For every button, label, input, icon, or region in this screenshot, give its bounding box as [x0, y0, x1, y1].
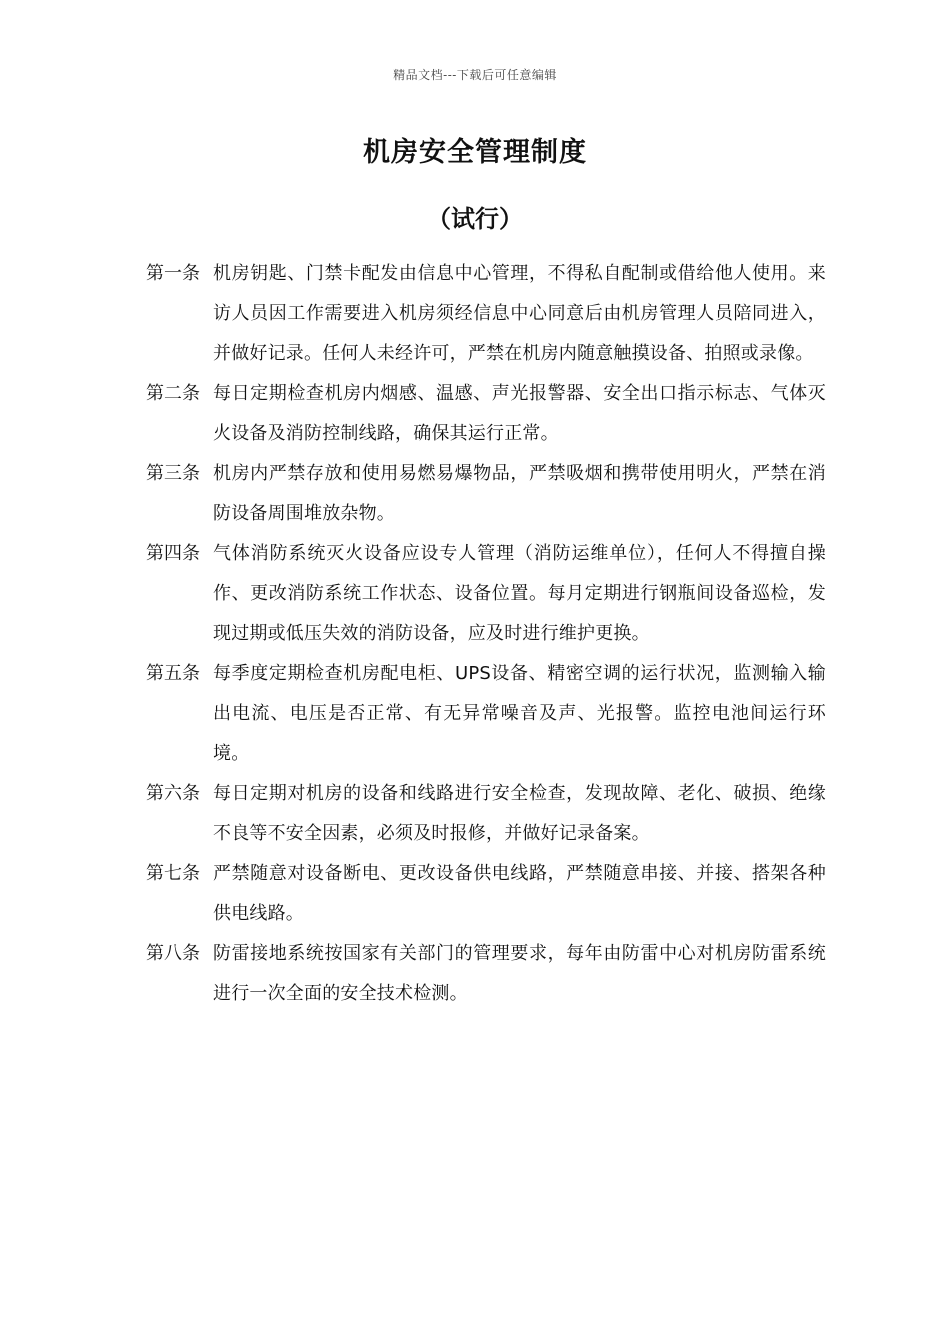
article-number: 第四条 [146, 543, 200, 564]
document-title: 机房安全管理制度 [363, 137, 587, 168]
article-text: 机房内严禁存放和使用易燃易爆物品，严禁吸烟和携带使用明火，严禁在消防设备周围堆放杂物。 [213, 463, 826, 524]
article-text: 每日定期检查机房内烟感、温感、声光报警器、安全出口指示标志、气体灭火设备及消防控制线路，确保其运行正常。 [213, 383, 826, 444]
article-text: 机房钥匙、门禁卡配发由信息中心管理，不得私自配制或借给他人使用。来访人员因工作需要进入机房须经信息中心同意后由机房管理人员陪同进入，并做好记录。任何人未经许可，严禁在机房内随意触摸设备、拍照或录像。 [213, 263, 826, 364]
article-list [146, 254, 826, 1014]
article-number: 第八条 [146, 943, 200, 964]
article-7 [146, 854, 826, 934]
article-text: 每季度定期检查机房配电柜、UPS设备、精密空调的运行状况，监测输入输出电流、电压是否正常、有无异常噪音及声、光报警。监控电池间运行环境。 [213, 663, 826, 764]
header-note: 精品文档---下载后可任意编辑 [393, 68, 557, 82]
article-8 [146, 934, 826, 1014]
article-number: 第二条 [146, 383, 200, 404]
article-number: 第一条 [146, 263, 200, 284]
article-text: 严禁随意对设备断电、更改设备供电线路，严禁随意串接、并接、搭架各种供电线路。 [213, 863, 826, 924]
article-number: 第六条 [146, 783, 200, 804]
article-text: 每日定期对机房的设备和线路进行安全检查，发现故障、老化、破损、绝缘不良等不安全因素，必须及时报修，并做好记录备案。 [213, 783, 826, 844]
article-text: 防雷接地系统按国家有关部门的管理要求，每年由防雷中心对机房防雷系统进行一次全面的安全技术检测。 [213, 943, 826, 1004]
article-text: 气体消防系统灭火设备应设专人管理（消防运维单位），任何人不得擅自操作、更改消防系统工作状态、设备位置。每月定期进行钢瓶间设备巡检，发现过期或低压失效的消防设备，应及时进行维护更换。 [213, 543, 826, 644]
document-subtitle: （试行） [427, 205, 523, 233]
article-number: 第五条 [146, 663, 200, 684]
article-number: 第三条 [146, 463, 200, 484]
article-number: 第七条 [146, 863, 200, 884]
article-3 [146, 454, 826, 534]
article-6 [146, 774, 826, 854]
article-2 [146, 374, 826, 454]
article-4 [146, 534, 826, 654]
article-5 [146, 654, 826, 774]
article-1 [146, 254, 826, 374]
